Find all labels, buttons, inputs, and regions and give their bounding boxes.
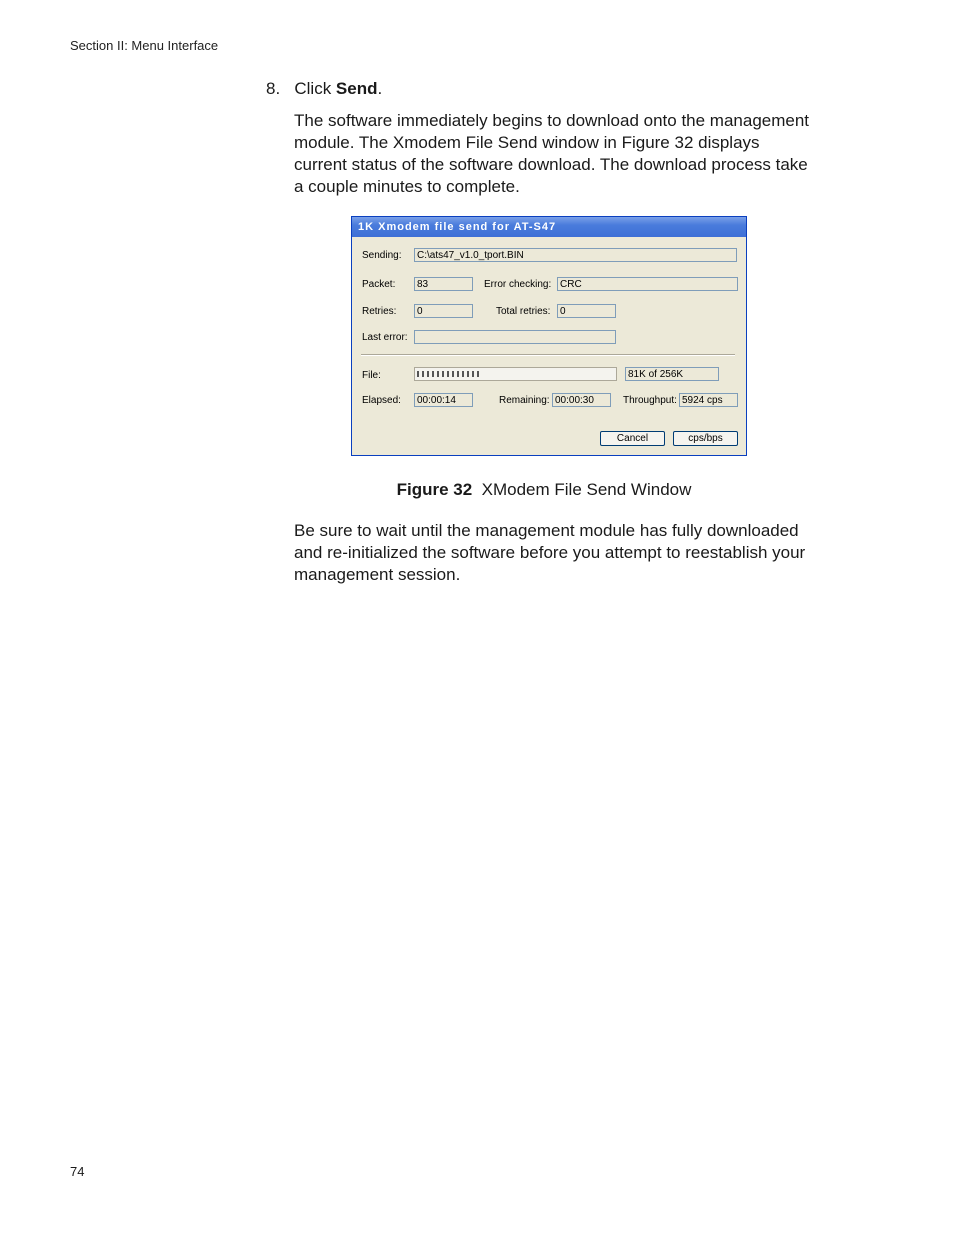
throughput-field: 5924 cps bbox=[679, 393, 738, 407]
error-checking-field: CRC bbox=[557, 277, 738, 291]
elapsed-field: 00:00:14 bbox=[414, 393, 473, 407]
total-retries-label: Total retries: bbox=[496, 306, 551, 317]
remaining-field: 00:00:30 bbox=[552, 393, 611, 407]
figure-label: Figure 32 bbox=[396, 480, 473, 499]
section-header: Section II: Menu Interface bbox=[70, 38, 219, 53]
throughput-label: Throughput: bbox=[623, 395, 677, 406]
packet-field: 83 bbox=[414, 277, 473, 291]
figure-caption bbox=[294, 480, 794, 500]
last-error-field bbox=[414, 330, 616, 344]
sending-field: C:\ats47_v1.0_tport.BIN bbox=[414, 248, 737, 262]
step-bold: Send bbox=[335, 79, 378, 98]
step-suffix: . bbox=[377, 79, 383, 98]
separator bbox=[361, 354, 735, 356]
figure-title: XModem File Send Window bbox=[481, 480, 692, 499]
file-label: File: bbox=[362, 370, 381, 381]
dialog-title: 1K Xmodem file send for AT-S47 bbox=[352, 217, 746, 237]
cancel-button[interactable]: Cancel bbox=[600, 431, 665, 446]
step-8 bbox=[266, 79, 382, 99]
last-error-label: Last error: bbox=[362, 332, 408, 343]
file-progress-fill bbox=[417, 371, 480, 377]
total-retries-field: 0 bbox=[557, 304, 616, 318]
retries-field: 0 bbox=[414, 304, 473, 318]
retries-label: Retries: bbox=[362, 306, 397, 317]
paragraph-wait: Be sure to wait until the management module has fully downloaded and re-initialized the software before you attempt to reestablish your management session. bbox=[294, 521, 806, 584]
step-prefix: Click bbox=[294, 79, 336, 98]
step-number: 8. bbox=[266, 79, 281, 98]
error-checking-label: Error checking: bbox=[484, 279, 552, 290]
packet-label: Packet: bbox=[362, 279, 396, 290]
page-number: 74 bbox=[70, 1164, 85, 1179]
xmodem-dialog bbox=[351, 216, 747, 456]
sending-label: Sending: bbox=[362, 250, 402, 261]
paragraph-intro: The software immediately begins to download onto the management module. The Xmodem File Send window in Figure 32 displays current status of the software download. The download process take a couple minutes to complete. bbox=[294, 111, 810, 196]
file-progress-bar bbox=[414, 367, 617, 381]
cps-bps-button[interactable]: cps/bps bbox=[673, 431, 738, 446]
elapsed-label: Elapsed: bbox=[362, 395, 401, 406]
file-status-field: 81K of 256K bbox=[625, 367, 719, 381]
remaining-label: Remaining: bbox=[499, 395, 550, 406]
